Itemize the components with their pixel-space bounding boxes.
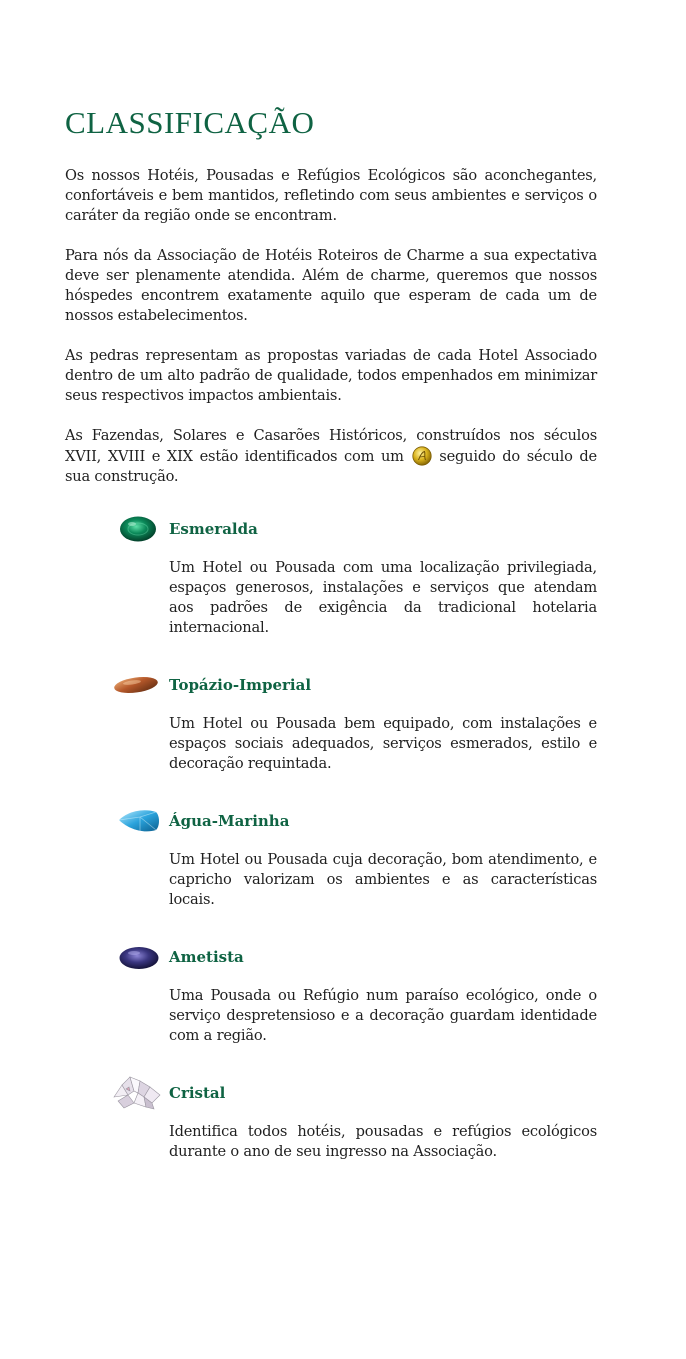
stone-name: Esmeralda	[169, 520, 258, 538]
aquamarine-icon	[110, 803, 162, 839]
stone-item-cristal	[110, 1079, 597, 1162]
emerald-icon	[110, 511, 162, 547]
crystal-icon	[110, 1075, 162, 1111]
amethyst-icon	[110, 939, 162, 975]
stones-list	[110, 515, 597, 1162]
stone-description: Identifica todos hotéis, pousadas e refúgios ecológicos durante o ano de seu ingresso na Associação.	[169, 1123, 597, 1160]
stone-item-agua-marinha	[110, 807, 597, 910]
stone-description: Uma Pousada ou Refúgio num paraíso ecológico, onde o serviço despretensioso e a decoração guardam identidade com a região.	[169, 987, 597, 1044]
intro-paragraph: Os nossos Hotéis, Pousadas e Refúgios Ecológicos são aconchegantes, confortáveis e bem mantidos, refletindo com seus ambientes e serviços o caráter da região onde se encontram.	[65, 167, 597, 224]
gold-medallion-icon	[412, 446, 432, 466]
stone-description: Um Hotel ou Pousada bem equipado, com instalações e espaços sociais adequados, serviços esmerados, estilo e decoração requintada.	[169, 715, 597, 772]
stone-item-esmeralda	[110, 515, 597, 638]
stone-item-ametista	[110, 943, 597, 1046]
stone-name: Ametista	[169, 948, 244, 966]
stone-name: Cristal	[169, 1084, 226, 1102]
stone-name: Topázio-Imperial	[169, 676, 312, 694]
page-title: CLASSIFICAÇÃO	[65, 105, 315, 140]
historic-text-after: seguido do século de sua construção.	[65, 448, 597, 485]
historic-text-before: As Fazendas, Solares e Casarões Históricos, construídos nos séculos XVII, XVIII e XIX estão identificados com um	[65, 427, 597, 465]
stone-description: Um Hotel ou Pousada cuja decoração, bom atendimento, e capricho valorizam os ambientes e as características locais.	[169, 851, 597, 908]
classification-section	[65, 104, 597, 507]
imperial-topaz-icon	[110, 667, 162, 703]
stone-name: Água-Marinha	[169, 812, 290, 830]
expectation-paragraph: Para nós da Associação de Hotéis Roteiros de Charme a sua expectativa deve ser plenamente atendida. Além de charme, queremos que nossos hóspedes encontrem exatamente aquilo que esperam de cada um de nossos estabelecimentos.	[65, 247, 597, 324]
stones-paragraph: As pedras representam as propostas variadas de cada Hotel Associado dentro de um alto padrão de qualidade, todos empenhados em minimizar seus respectivos impactos ambientais.	[65, 347, 597, 404]
stone-item-topazio-imperial	[110, 671, 597, 774]
historic-paragraph	[65, 426, 597, 487]
stone-description: Um Hotel ou Pousada com uma localização privilegiada, espaços generosos, instalações e serviços que atendam aos padrões de exigência da tradicional hotelaria internacional.	[169, 559, 597, 636]
